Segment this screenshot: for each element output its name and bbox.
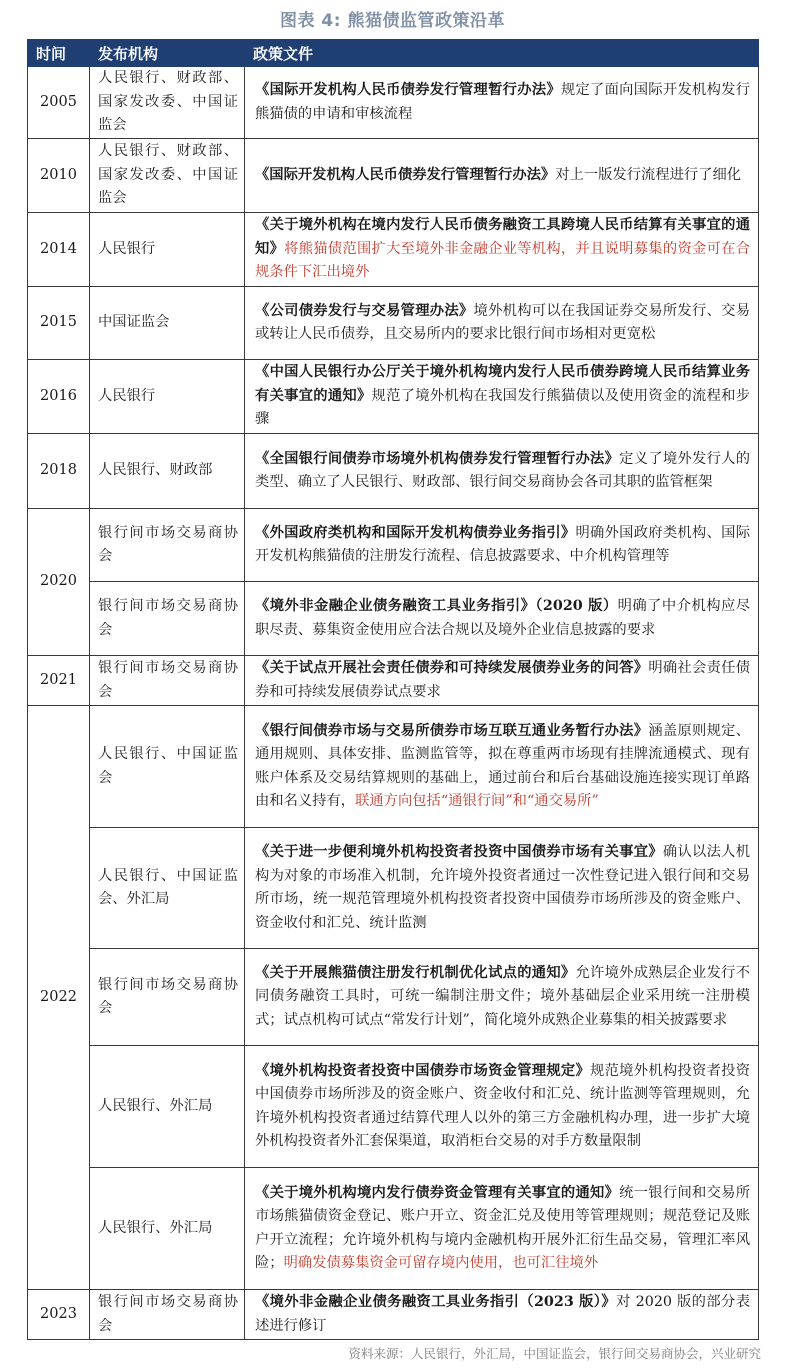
row-publisher: 人民银行 [90, 213, 245, 287]
doc-title: 《银行间债券市场与交易所债券市场互联互通业务暂行办法》 [255, 722, 649, 739]
row-document [245, 1290, 759, 1340]
doc-highlight: 明确发债募集资金可留存境内使用，也可汇往境外 [283, 1255, 599, 1271]
header-time: 时间 [28, 40, 90, 67]
row-document [245, 1046, 759, 1168]
table-row [28, 1168, 759, 1290]
row-publisher: 银行间市场交易商协会 [90, 949, 245, 1046]
row-year: 2023 [28, 1290, 90, 1340]
row-document [245, 434, 759, 509]
row-document [245, 706, 759, 828]
row-publisher: 人民银行、外汇局 [90, 1168, 245, 1290]
table-row [28, 213, 759, 287]
table-row [28, 287, 759, 360]
row-publisher: 银行间市场交易商协会 [90, 509, 245, 582]
header-document: 政策文件 [245, 40, 759, 67]
table-row [28, 582, 759, 656]
table-row [28, 1290, 759, 1340]
row-document [245, 287, 759, 360]
doc-text: 明确社会责任债券和可持续发展债券试点要求 [255, 660, 751, 700]
doc-text: 规范境外机构投资者投资中国债券市场所涉及的资金账户、资金收付和汇兑、统计监测等管理规则，允许境外机构投资者通过结算代理人以外的第三方金融机构办理，进一步扩大境外机构投资者外汇套保渠道，取消柜台交易的对手方数量限制 [255, 1062, 751, 1149]
policy-table [27, 39, 759, 1340]
row-publisher: 人民银行、外汇局 [90, 1046, 245, 1168]
row-document [245, 139, 759, 213]
doc-title: 《国际开发机构人民币债券发行管理暂行办法》 [255, 166, 556, 183]
table-row [28, 360, 759, 434]
figure-title: 图表 4: 熊猫债监管政策沿革 [280, 11, 505, 31]
row-document [245, 656, 759, 706]
table-row [28, 656, 759, 706]
row-document [245, 828, 759, 949]
row-year: 2010 [28, 139, 90, 213]
row-publisher: 人民银行、中国证监会 [90, 706, 245, 828]
row-document [245, 582, 759, 656]
row-year: 2005 [28, 67, 90, 139]
doc-text: 确认以法人机构为对象的市场准入机制，允许境外投资者通过一次性登记进入银行间和交易所市场，统一规范管理境外机构投资者投资中国债券市场所涉及的资金账户、资金收付和汇兑、统计监测 [255, 844, 751, 931]
doc-text: 明确了中介机构应尽职尽责、募集资金使用应合法合规以及境外企业信息披露的要求 [255, 598, 751, 638]
row-year: 2020 [28, 509, 90, 656]
row-publisher: 银行间市场交易商协会 [90, 656, 245, 706]
row-document [245, 360, 759, 434]
row-document [245, 67, 759, 139]
doc-text: 对上一版发行流程进行了细化 [555, 166, 742, 183]
row-publisher: 人民银行、财政部、国家发改委、中国证监会 [90, 67, 245, 139]
doc-title: 《关于试点开展社会责任债券和可持续发展债券业务的问答》 [255, 660, 649, 676]
row-year: 2014 [28, 213, 90, 287]
row-document [245, 509, 759, 582]
doc-title: 《公司债券发行与交易管理办法》 [255, 302, 474, 319]
doc-title: 《外国政府类机构和国际开发机构债券业务指引》 [255, 524, 576, 541]
row-year: 2021 [28, 656, 90, 706]
source-note: 资料来源：人民银行，外汇局，中国证监会，银行间交易商协会，兴业研究 [348, 1346, 761, 1361]
doc-highlight: 将熊猫债范围扩大至境外非金融企业等机构，并且说明募集的资金可在合规条件下汇出境外 [255, 240, 751, 281]
doc-title: 《全国银行间债券市场境外机构债券发行管理暂行办法》 [255, 450, 620, 467]
doc-text: 统一银行间和交易所市场熊猫债资金登记、账户开立、资金汇兑及使用等管理规则；规范登记及账户开立流程；允许境外机构与境内金融机构开展外汇衍生品交易，管理汇率风险； [255, 1184, 751, 1271]
header-publisher: 发布机构 [90, 40, 245, 67]
doc-text: 允许境外成熟层企业发行不同债务融资工具时，可统一编制注册文件；境外基础层企业采用统一注册模式；试点机构可试点“常发行计划”，简化境外成熟企业募集的相关披露要求 [255, 964, 750, 1028]
table-row [28, 67, 759, 139]
table-row [28, 949, 759, 1046]
row-publisher: 人民银行、中国证监会、外汇局 [90, 828, 245, 949]
doc-title: 《境外非金融企业债务融资工具业务指引》（2020 版） [255, 598, 618, 614]
doc-title: 《关于开展熊猫债注册发行机制优化试点的通知》 [255, 964, 576, 981]
table-row [28, 1046, 759, 1168]
doc-text: 规定了面向国际开发机构发行熊猫债的申请和审核流程 [255, 82, 751, 122]
doc-highlight: 联通方向包括“通银行间”和“通交易所” [355, 793, 599, 809]
doc-text: 涵盖原则规定、通用规则、具体安排、监测监管等，拟在尊重两市场现有挂牌流通模式、现有账户体系及交易结算规则的基础上，通过前台和后台基础设施连接实现订单路由和名义持有， [255, 722, 751, 809]
doc-title: 《关于境外机构境内发行债券资金管理有关事宜的通知》 [255, 1184, 620, 1201]
row-publisher: 人民银行 [90, 360, 245, 434]
doc-title: 《境外机构投资者投资中国债券市场资金管理规定》 [255, 1062, 591, 1079]
table-row [28, 828, 759, 949]
doc-title: 《关于境外机构在境内发行人民币债务融资工具跨境人民币结算有关事宜的通知》 [255, 217, 750, 257]
row-publisher: 人民银行、财政部 [90, 434, 245, 509]
doc-text: 明确外国政府类机构、国际开发机构熊猫债的注册发行流程、信息披露要求、中介机构管理等 [255, 524, 750, 564]
doc-title: 《国际开发机构人民币债券发行管理暂行办法》 [255, 82, 561, 98]
row-document [245, 949, 759, 1046]
table-row [28, 706, 759, 828]
doc-text: 定义了境外发行人的类型、确立了人民银行、财政部、银行间交易商协会各司其职的监管框架 [255, 450, 751, 490]
table-header-row [28, 40, 759, 67]
row-publisher: 银行间市场交易商协会 [90, 1290, 245, 1340]
table-row [28, 139, 759, 213]
row-year: 2018 [28, 434, 90, 509]
doc-text: 境外机构可以在我国证券交易所发行、交易或转让人民币债券，且交易所内的要求比银行间市场相对更宽松 [255, 302, 750, 342]
doc-title: 《境外非金融企业债务融资工具业务指引（2023 版）》 [255, 1294, 617, 1310]
row-year: 2022 [28, 706, 90, 1290]
row-year: 2015 [28, 287, 90, 360]
row-year: 2016 [28, 360, 90, 434]
row-publisher: 人民银行、财政部、国家发改委、中国证监会 [90, 139, 245, 213]
table-row [28, 509, 759, 582]
row-publisher: 银行间市场交易商协会 [90, 582, 245, 656]
row-publisher: 中国证监会 [90, 287, 245, 360]
doc-title: 《关于进一步便利境外机构投资者投资中国债券市场有关事宜》 [255, 844, 663, 860]
row-document [245, 1168, 759, 1290]
row-document [245, 213, 759, 287]
doc-text: 对 2020 版的部分表述进行修订 [255, 1294, 750, 1334]
doc-text: 规范了境外机构在我国发行熊猫债以及使用资金的流程和步骤 [255, 387, 751, 428]
table-row [28, 434, 759, 509]
doc-title: 《中国人民银行办公厅关于境外机构境内发行人民币债券跨境人民币结算业务有关事宜的通知》 [255, 364, 750, 404]
